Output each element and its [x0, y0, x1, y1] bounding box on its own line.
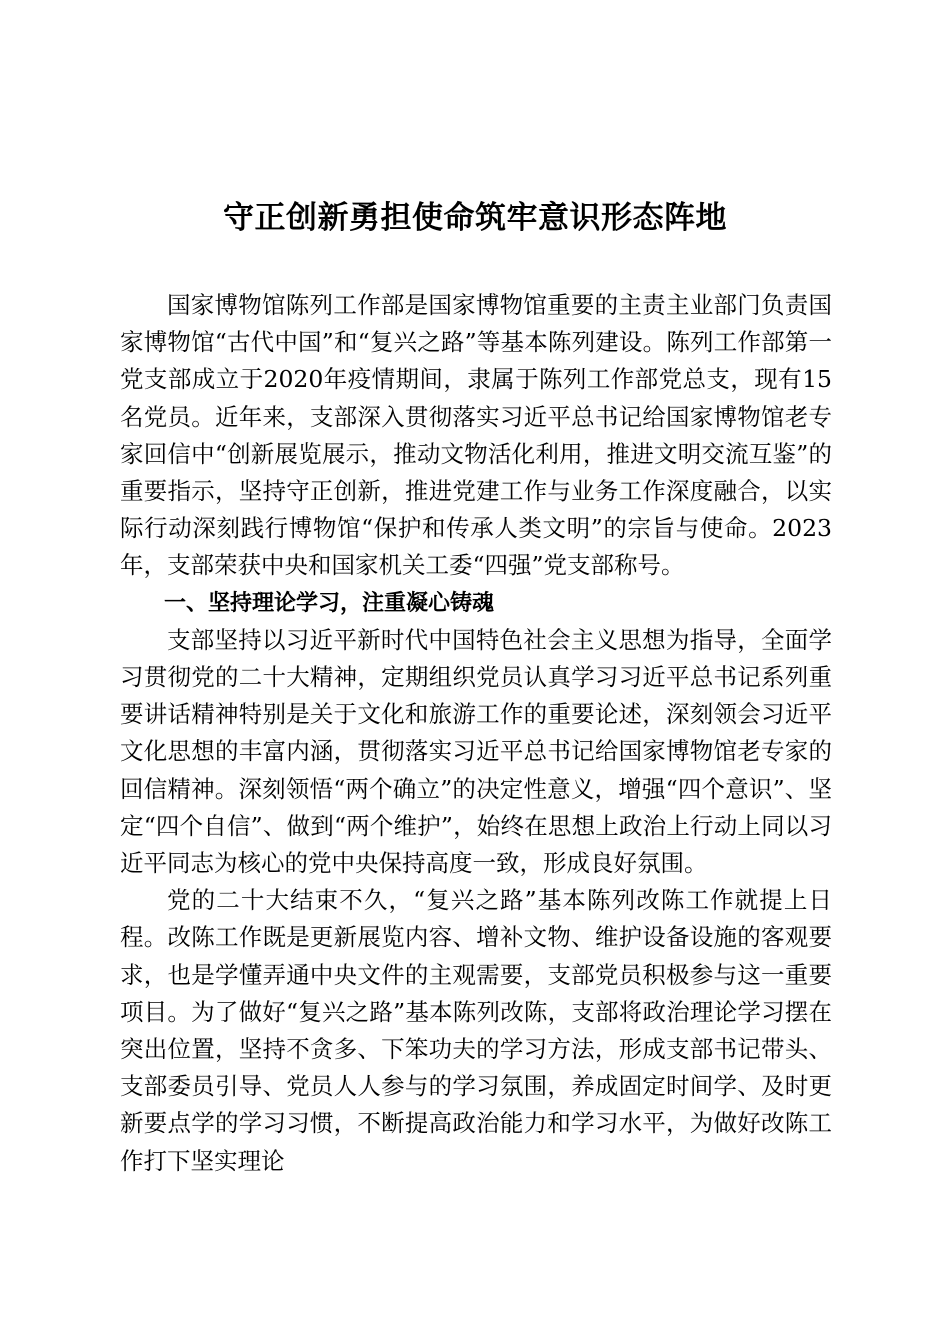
section-heading-1: 一、坚持理论学习，注重凝心铸魂 [164, 590, 495, 616]
intro-paragraph: 国家博物馆陈列工作部是国家博物馆重要的主责主业部门负责国家博物馆“古代中国”和“复兴之路”等基本陈列建设。陈列工作部第一党支部成立于2020年疫情期间，隶属于陈列工作部党总支，现有15名党员。近年来，支部深入贯彻落实习近平总书记给国家博物馆老专家回信中“创新展览展示，推动文物活化利用，推进文明交流互鉴”的重要指示，坚持守正创新，推进党建工作与业务工作深度融合，以实际行动深刻践行博物馆“保护和传承人类文明”的宗旨与使命。2023年，支部荣获中央和国家机关工委“四强”党支部称号。 [120, 291, 832, 580]
document-title: 守正创新勇担使命筑牢意识形态阵地 [223, 200, 727, 236]
section1-paragraph-2: 党的二十大结束不久，“复兴之路”基本陈列改陈工作就提上日程。改陈工作既是更新展览内容、增补文物、维护设备设施的客观要求，也是学懂弄通中央文件的主观需要，支部党员积极参与这一重要项目。为了做好“复兴之路”基本陈列改陈，支部将政治理论学习摆在突出位置，坚持不贪多、下笨功夫的学习方法，形成支部书记带头、支部委员引导、党员人人参与的学习氛围，养成固定时间学、及时更新要点学的学习习惯，不断提高政治能力和学习水平，为做好改陈工作打下坚实理论 [120, 886, 832, 1175]
section1-paragraph-1: 支部坚持以习近平新时代中国特色社会主义思想为指导，全面学习贯彻党的二十大精神，定期组织党员认真学习习近平总书记系列重要讲话精神特别是关于文化和旅游工作的重要论述，深刻领会习近平文化思想的丰富内涵，贯彻落实习近平总书记给国家博物馆老专家的回信精神。深刻领悟“两个确立”的决定性意义，增强“四个意识”、坚定“四个自信”、做到“两个维护”，始终在思想上政治上行动上同以习近平同志为核心的党中央保持高度一致，形成良好氛围。 [120, 625, 832, 878]
document-body [120, 287, 832, 1180]
